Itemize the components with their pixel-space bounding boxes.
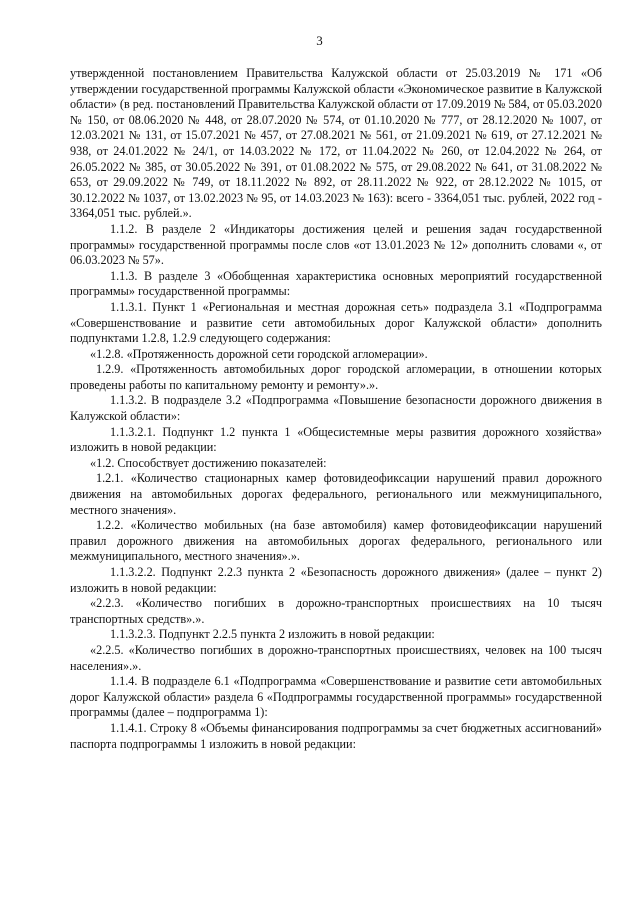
paragraph-1-2-2: 1.2.2. «Количество мобильных (на базе автомобиля) камер фотовидеофиксации нарушений правил дорожного движения на автомобильных дорогах федерального, регионального или межмуниципального, местного значения».». [70, 518, 602, 564]
paragraph-2-2-5: «2.2.5. «Количество погибших в дорожно-транспортных происшествиях, человек на 100 тысяч населения».». [70, 642, 602, 673]
page-number: 3 [316, 33, 323, 48]
paragraph-1-2-9: 1.2.9. «Протяженность автомобильных дорог городской агломерации, в отношении которых проведены работы по капитальному ремонту и ремонту».». [70, 362, 602, 392]
paragraph-1-1-2: 1.1.2. В разделе 2 «Индикаторы достижения целей и решения задач государственной программы» государственной программы после слов «от 13.01.2023 № 12» дополнить словами «, от 06.03.2023 № 57». [70, 221, 602, 268]
paragraph-1-1-3-2: 1.1.3.2. В подразделе 3.2 «Подпрограмма «Повышение безопасности дорожного движения в Калужской области»: [70, 393, 602, 424]
paragraph-1-1-3-1: 1.1.3.1. Пункт 1 «Региональная и местная дорожная сеть» подраздела 3.1 «Подпрограмма «Совершенствование и развитие сети автомобильных дорог Калужской области» дополнить подпунктами 1.2.8, 1.2.9 следующего содержания: [70, 299, 602, 346]
paragraph-2-2-3: «2.2.3. «Количество погибших в дорожно-транспортных происшествиях на 10 тысяч транспортных средств».». [70, 596, 602, 626]
paragraph-1-1-4: 1.1.4. В подразделе 6.1 «Подпрограмма «Совершенствование и развитие сети автомобильных дорог Калужской области» раздела 6 «Подпрограммы государственной программы» государственной программы (далее – подпрограмма 1): [70, 674, 602, 720]
document-body [70, 66, 602, 752]
paragraph-1-2-8: «1.2.8. «Протяженность дорожной сети городской агломерации». [90, 346, 428, 361]
paragraph-1-1-3: 1.1.3. В разделе 3 «Обобщенная характеристика основных мероприятий государственной программы» государственной программы: [70, 268, 602, 299]
paragraph-1-2-1: 1.2.1. «Количество стационарных камер фотовидеофиксации нарушений правил дорожного движения на автомобильных дорогах федерального, регионального или межмуниципального, местного значения». [70, 471, 602, 517]
paragraph-1-1-3-2-2: 1.1.3.2.2. Подпункт 2.2.3 пункта 2 «Безопасность дорожного движения» (далее – пункт 2) изложить в новой редакции: [70, 565, 602, 595]
paragraph-1-1-3-2-1: 1.1.3.2.1. Подпункт 1.2 пункта 1 «Общесистемные меры развития дорожного хозяйства» изложить в новой редакции: [70, 424, 602, 455]
paragraph-1-2: «1.2. Способствует достижению показателей: [90, 455, 327, 470]
paragraph-1-1-3-2-3: 1.1.3.2.3. Подпункт 2.2.5 пункта 2 изложить в новой редакции: [110, 627, 435, 642]
paragraph-1-1-4-1: 1.1.4.1. Строку 8 «Объемы финансирования подпрограммы за счет бюджетных ассигнований» паспорта подпрограммы 1 изложить в новой редакции: [70, 720, 602, 751]
paragraph-intro-continuation: утвержденной постановлением Правительства Калужской области от 25.03.2019 № 171 «Об утверждении государственной программы Калужской области «Экономическое развитие в Калужской области» (в ред. постановлений Правительства Калужской области от 17.09.2019 № 584, от 05.03.2020 № 150, от 08.06.2020 № 448, от 28.07.2020 № 574, от 01.10.2020 № 777, от 28.12.2020 № 1007, от 12.03.2021 № 131, от 15.07.2021 № 457, от 27.08.2021 № 561, от 21.09.2021 № 619, от 27.12.2021 № 938, от 24.01.2022 № 24/1, от 14.03.2022 № 172, от 11.04.2022 № 260, от 12.04.2022 № 264, от 26.05.2022 № 385, от 30.05.2022 № 391, от 01.08.2022 № 575, от 29.08.2022 № 641, от 31.08.2022 № 653, от 29.09.2022 № 749, от 18.11.2022 № 892, от 28.11.2022 № 922, от 28.12.2022 № 1015, от 30.12.2022 № 1037, от 13.02.2023 № 95, от 14.03.2023 № 163): всего - 3364,051 тыс. рублей, 2022 год - 3364,051 тыс. рублей.». [70, 66, 602, 221]
